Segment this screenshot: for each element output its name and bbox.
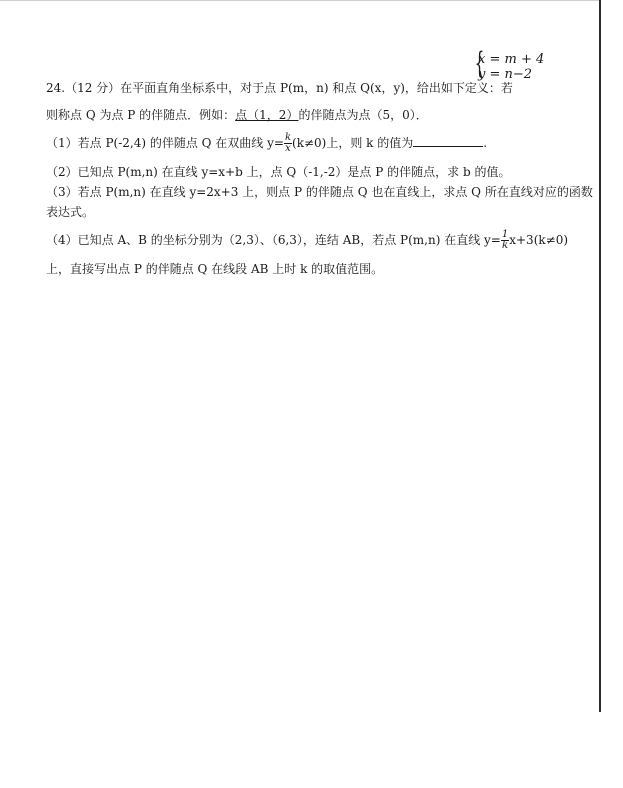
q4-fraction — [501, 230, 509, 251]
q1-text-before: （1）若点 P(-2,4) 的伴随点 Q 在双曲线 y= — [46, 136, 284, 150]
definition-text-2: 的伴随点为点（5，0）． — [298, 108, 428, 122]
definition-text-1: 则称点 Q 为点 P 的伴随点．例如： — [46, 108, 236, 122]
question-3-line-2: 表达式。 — [46, 205, 95, 219]
q1-fraction — [284, 133, 292, 154]
q1-answer-blank[interactable] — [413, 135, 483, 147]
system-equation-x: x = m + 4 — [478, 52, 545, 67]
problem-header: 24.（12 分）在平面直角坐标系中，对于点 P(m，n) 和点 Q(x，y)，给出如下定义：若 — [46, 81, 513, 95]
definition-line — [46, 106, 428, 123]
q4-text-before: （4）已知点 A、B 的坐标分别为（2,3）、（6,3），连结 AB，若点 P(m,n) 在直线 y= — [46, 233, 501, 247]
question-1 — [46, 133, 487, 154]
q1-fraction-numerator: k — [284, 132, 292, 143]
q4-fraction-denominator: k — [502, 240, 509, 251]
q4-text-after: x+3(k≠0) — [509, 233, 569, 247]
system-brace: { — [474, 46, 485, 81]
coordinate-system-equations — [474, 46, 545, 82]
question-3-line-1: （3）若点 P(m,n) 在直线 y=2x+3 上，则点 P 的伴随点 Q 也在直线上，求点 Q 所在直线对应的函数 — [46, 185, 593, 199]
question-4-line-2: 上，直接写出点 P 的伴随点 Q 在线段 AB 上时 k 的取值范围。 — [46, 262, 384, 276]
question-4-line-1 — [46, 230, 568, 251]
page-top-edge — [0, 0, 600, 1]
q1-end: . — [483, 136, 488, 150]
system-equation-y: y = n−2 — [478, 67, 533, 82]
q1-text-after: (k≠0)上，则 k 的值为 — [292, 136, 414, 150]
q4-fraction-numerator: 1 — [501, 229, 509, 240]
q1-fraction-denominator: x — [285, 143, 291, 154]
question-2: （2）已知点 P(m,n) 在直线 y=x+b 上，点 Q（-1,-2）是点 P 的伴随点，求 b 的值。 — [46, 165, 511, 179]
definition-example-point: 点（1，2） — [235, 108, 299, 122]
page-right-border — [599, 0, 601, 712]
